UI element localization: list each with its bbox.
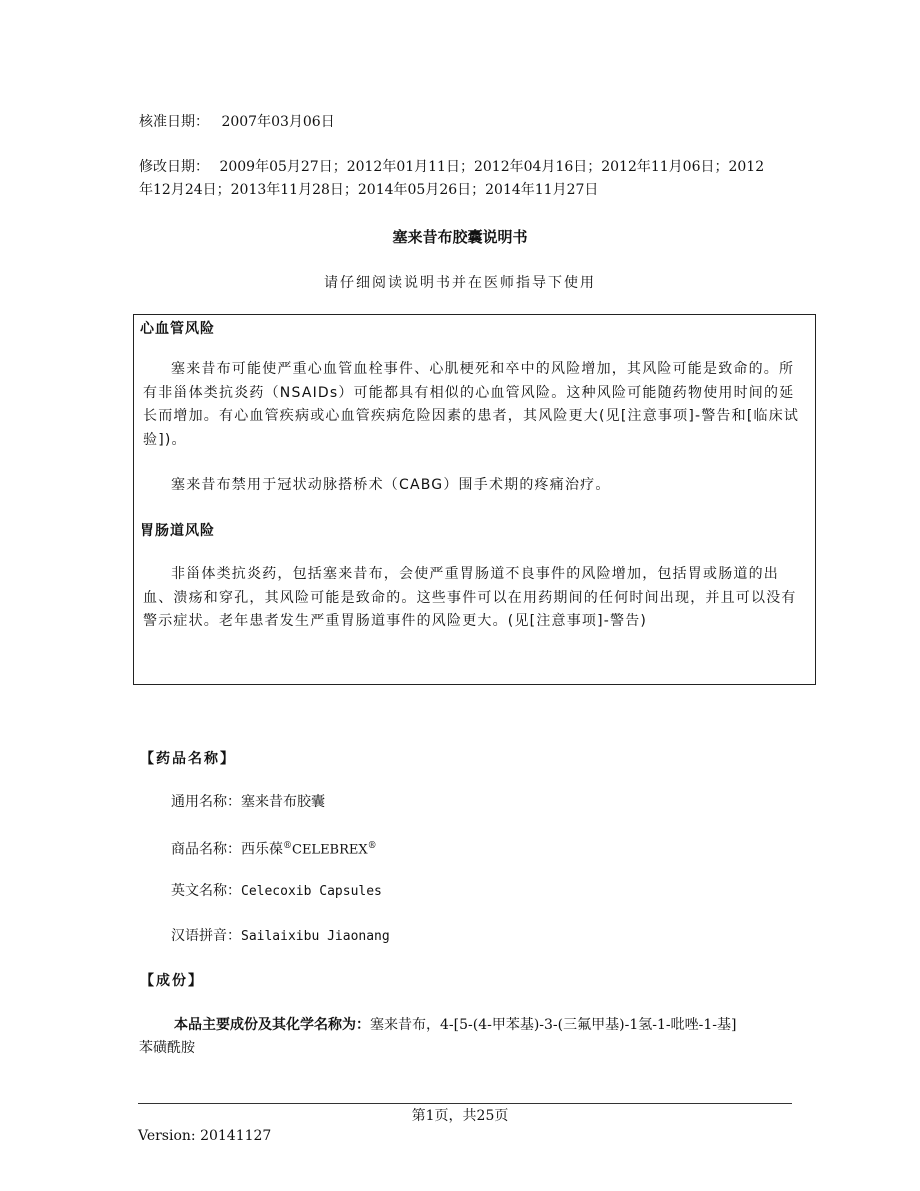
revision-line2: 年12月24日；2013年11月28日；2014年05月26日；2014年11月27日 (139, 182, 599, 198)
approval-date (139, 112, 335, 132)
composition-line2: 苯磺酰胺 (139, 1040, 195, 1056)
generic-name-value: 塞来昔布胶囊 (241, 794, 325, 810)
approval-label: 核准日期： (139, 114, 209, 130)
composition-label: 本品主要成份及其化学名称为： (174, 1017, 370, 1033)
generic-name-row (171, 792, 325, 812)
english-name-label: 英文名称： (171, 883, 241, 899)
page-number: 第1页，共25页 (411, 1108, 509, 1124)
footer-divider (138, 1103, 792, 1104)
registered-mark: ® (283, 841, 292, 851)
cabg-contraindication: 塞来昔布禁用于冠状动脉搭桥术（CABG）围手术期的疼痛治疗。 (171, 477, 611, 493)
approval-value: 2007年03月06日 (221, 114, 335, 130)
generic-name-label: 通用名称： (171, 794, 241, 810)
revision-label: 修改日期： (139, 159, 209, 175)
composition-heading: 【成份】 (140, 973, 204, 989)
pinyin-name-label: 汉语拼音： (171, 928, 241, 944)
pinyin-name-value: Sailaixibu Jiaonang (241, 929, 390, 944)
composition-line1 (174, 1015, 736, 1035)
english-name-row (171, 881, 382, 902)
pinyin-name-row (171, 926, 390, 947)
english-name-value: Celecoxib Capsules (241, 884, 382, 899)
doc-subtitle: 请仔细阅读说明书并在医师指导下使用 (324, 275, 596, 291)
cardio-risk-heading: 心血管风险 (140, 321, 215, 337)
gi-risk-heading: 胃肠道风险 (140, 523, 215, 539)
trade-name-row (171, 836, 377, 861)
gi-risk-paragraph: 非甾体类抗炎药，包括塞来昔布，会使严重胃肠道不良事件的风险增加，包括胃或肠道的出血、溃疡和穿孔，其风险可能是致命的。这些事件可以在用药期间的任何时间出现，并且可以没有警示症状。老年患者发生严重胃肠道事件的风险更大。(见[注意事项]-警告) (143, 566, 797, 629)
drug-name-heading: 【药品名称】 (140, 751, 236, 767)
trade-name-label: 商品名称： (171, 841, 241, 858)
version: Version: 20141127 (138, 1128, 272, 1144)
doc-title: 塞来昔布胶囊说明书 (392, 228, 528, 246)
composition-chemical-name: 塞来昔布，4-[5-(4-甲苯基)-3-(三氟甲基)-1氢-1-吡唑-1-基] (370, 1017, 737, 1033)
cardio-risk-paragraph: 塞来昔布可能使严重心血管血栓事件、心肌梗死和卒中的风险增加，其风险可能是致命的。所有非甾体类抗炎药（NSAIDs）可能都具有相似的心血管风险。这种风险可能随药物使用时间的延长而增加。有心血管疾病或心血管疾病危险因素的患者，其风险更大(见[注意事项]-警告和[临床试验])。 (143, 361, 800, 448)
trade-name-value-en: CELEBREX (292, 842, 368, 858)
trade-name-value-cn: 西乐葆 (241, 841, 283, 858)
revision-line1: 2009年05月27日；2012年01月11日；2012年04月16日；2012年11月06日；2012 (219, 159, 765, 175)
revision-dates (139, 157, 764, 177)
registered-mark-2: ® (367, 841, 377, 851)
